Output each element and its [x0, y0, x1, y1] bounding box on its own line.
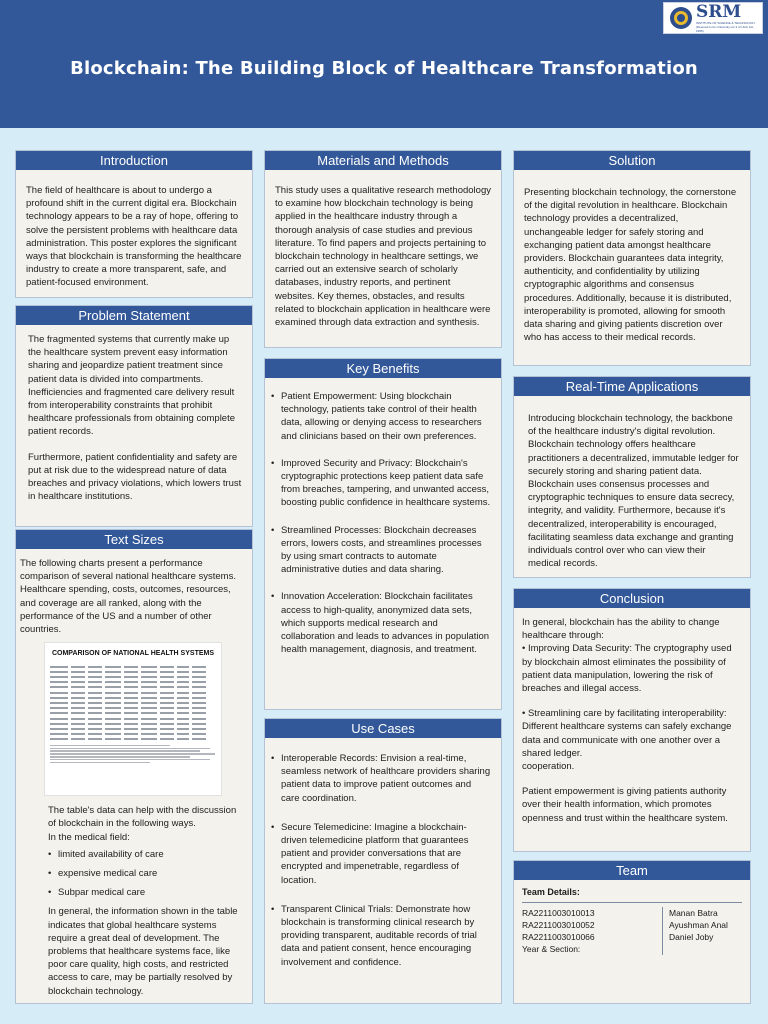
real-time-text: Introducing blockchain technology, the backbone of the healthcare industry's digital revolution. Blockchain technology offers healthcare practitioners a decentralized, immutable ledger for securely storing and sharing patient data. Blockchain uses consensus processes and cryptographic techniques to ensure data secrecy, integrity, and validity. Furthermore, because it's decentralized, interoperability is encouraged, facilitating seamless data exchange and granting individuals control over who can view their medical records. [528, 413, 739, 570]
use-cases-heading: Use Cases [265, 719, 501, 738]
team-member-name: Ayushman Anal [669, 920, 728, 930]
introduction-heading: Introduction [16, 151, 252, 170]
conclusion-heading: Conclusion [514, 589, 750, 608]
problem-panel [15, 305, 253, 527]
team-member-id: RA2211003010052 [522, 920, 595, 930]
problem-paragraph-2: Furthermore, patient confidentiality and safety are put at risk due to the widespread nature of data breaches and privacy violations, which lowers trust in healthcare institutions. [28, 451, 242, 503]
year-section-label: Year & Section: [522, 944, 581, 954]
bullet-item: • expensive medical care [48, 867, 246, 880]
benefit-item: • Streamlined Processes: Blockchain decreases errors, lowers costs, and streamlines processes by using smart contracts to automate administrative duties and data sharing. [271, 524, 491, 577]
benefit-item: • Patient Empowerment: Using blockchain technology, patients take control of their health data, allowing or denying access to researchers and clinicians based on their own preferences. [271, 390, 491, 443]
introduction-panel [15, 150, 253, 298]
logo-name: SRM [696, 1, 742, 22]
solution-heading: Solution [514, 151, 750, 170]
conclusion-intro: In general, blockchain has the ability to change healthcare through: [522, 617, 720, 642]
team-heading: Team [514, 861, 750, 880]
conclusion-point-1: • Improving Data Security: The cryptography used by blockchain almost eliminates the possibility of patient data manipulation, lowering the risk of breaches and illegal access. [522, 643, 732, 695]
team-details-table [522, 902, 742, 955]
key-benefits-panel [264, 358, 502, 710]
poster-header [0, 0, 768, 128]
text-sizes-heading: Text Sizes [16, 530, 252, 549]
conclusion-point-3: Patient empowerment is giving patients authority over their health information, which promotes openness and trust within the healthcare system. [522, 786, 728, 824]
table-title: COMPARISON OF NATIONAL HEALTH SYSTEMS [51, 650, 215, 658]
solution-panel [513, 150, 751, 366]
team-member-id: RA2211003010066 [522, 932, 595, 942]
materials-text: This study uses a qualitative research methodology to examine how blockchain technology is being applied in the healthcare industry through a thorough analysis of case studies and previous literature. To find papers and projects pertaining to blockchain technology in healthcare settings, we carried out an extensive search of scholarly databases, industry reports, and pertinent websites. Key themes, obstacles, and results related to blockchain application in healthcare were examined through data extraction and synthesis. [275, 185, 491, 329]
bullet-item: • limited availability of care [48, 848, 246, 861]
problem-paragraph-1: The fragmented systems that currently make up the healthcare system prevent easy information sharing and jeopardize patient treatment since patient data is divided into compartments. Inefficiencies and fragmented care delivery result from interoperability constraints that prohibit healthcare professionals from obtaining complete patient records. [28, 334, 236, 438]
introduction-text: The field of healthcare is about to undergo a profound shift in the current digital era. Blockchain technology appears to be a ray of hope, offering to solve the persistent problems with healthcare data administration. This poster explores the significant ways that blockchain is transforming the healthcare industry to create a more transparent, safe, and patient-focused environment. [26, 185, 242, 289]
team-panel [513, 860, 751, 1004]
materials-heading: Materials and Methods [265, 151, 501, 170]
text-sizes-panel [15, 529, 253, 1004]
use-case-item: • Secure Telemedicine: Imagine a blockchain-driven telemedicine platform that guarantees patient and provider conversations that are encrypted and impenetrable, regardless of location. [271, 821, 491, 887]
team-member-name: Manan Batra [669, 908, 718, 918]
text-sizes-after-2: In the medical field: [48, 831, 130, 843]
srm-logo [663, 2, 763, 34]
real-time-panel [513, 376, 751, 578]
logo-subtitle: INSTITUTE OF SCIENCE & TECHNOLOGY (Deemed to be University u/s 3 of UGC Act, 1956) [696, 20, 756, 33]
conclusion-point-2-end: cooperation. [522, 761, 575, 773]
benefit-item: • Innovation Acceleration: Blockchain facilitates access to high-quality, anonymized data sets, which supports medical research and collaboration and leads to advances in population health management, diagnosis, and treatment. [271, 590, 491, 656]
text-sizes-closing: In general, the information shown in the table indicates that global healthcare systems require a great deal of development. The problems that healthcare systems face, like poor care quality, high costs, and restricted access to care, may be partially resolved by blockchain technology. [48, 906, 238, 997]
poster-title: Blockchain: The Building Block of Healthcare Transformation [70, 58, 698, 79]
use-cases-panel [264, 718, 502, 1004]
benefit-item: • Improved Security and Privacy: Blockchain's cryptographic protections keep patient data safe from breaches, tampering, and unwanted access, boosting public confidence in healthcare systems. [271, 457, 491, 510]
text-sizes-after-1: The table's data can help with the discussion of blockchain in the following ways. [48, 805, 237, 830]
team-member-name: Daniel Joby [669, 932, 714, 942]
comparison-table-image [44, 642, 222, 796]
materials-panel [264, 150, 502, 348]
text-sizes-bullets [48, 848, 246, 900]
problem-heading: Problem Statement [16, 306, 252, 325]
use-case-item: • Interoperable Records: Envision a real-time, seamless network of healthcare providers sharing patient data to improve patient outcomes and care coordination. [271, 752, 491, 805]
use-case-item: • Transparent Clinical Trials: Demonstrate how blockchain is transforming clinical research by providing transparent, auditable records of trial data and patient consent, hence encouraging involvement and confidence. [271, 903, 491, 969]
team-member-id: RA2211003010013 [522, 908, 595, 918]
real-time-heading: Real-Time Applications [514, 377, 750, 396]
solution-text: Presenting blockchain technology, the cornerstone of the digital revolution in healthcare. Blockchain technology provides a decentralized, unchangeable ledger for safely storing and exchanging patient data amongst healthcare providers. Blockchain guarantees data integrity, authenticity, and confidentiality by utilizing cryptographic algorithms and consensus procedures. Additionally, because it is distributed, interoperability is promoted, allowing for smooth data sharing and giving patients discretion over who has access to their medical records. [524, 187, 737, 344]
text-sizes-intro: The following charts present a performance comparison of several national healthcare systems. Healthcare spending, costs, outcomes, resources, and coverage are all ranked, along with the performance of the US and a number of other countries. [20, 558, 236, 636]
srm-seal-icon [670, 7, 692, 29]
team-details-label: Team Details: [522, 887, 580, 897]
conclusion-panel [513, 588, 751, 852]
conclusion-point-2: • Streamlining care by facilitating interoperability: Different healthcare systems can safely exchange data and communicate with one another over a shared ledger. [522, 708, 732, 759]
key-benefits-heading: Key Benefits [265, 359, 501, 378]
bullet-item: • Subpar medical care [48, 886, 246, 899]
